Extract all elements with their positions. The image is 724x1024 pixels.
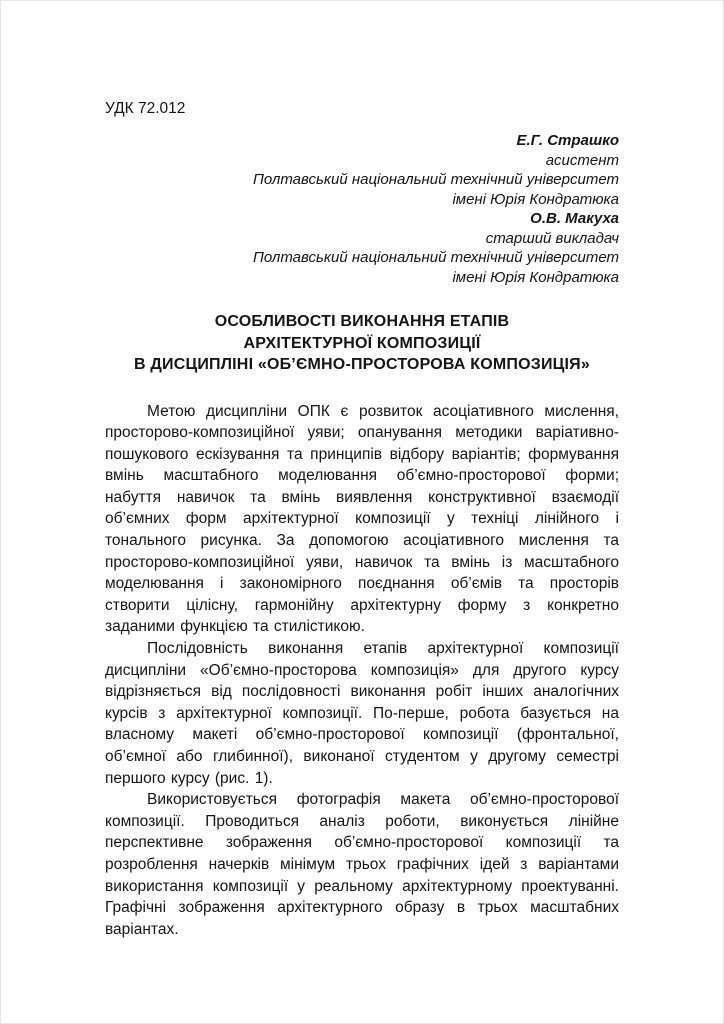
author-affiliation-line: імені Юрія Кондратюка <box>452 268 619 286</box>
author-affiliation-line: Полтавський національний технічний університет <box>253 171 619 188</box>
author-entry <box>105 131 619 209</box>
author-block <box>105 131 619 287</box>
author-name: О.В. Макуха <box>530 210 619 227</box>
title-line: В ДИСЦИПЛІНІ «ОБ’ЄМНО-ПРОСТОРОВА КОМПОЗИЦІЯ» <box>134 356 590 373</box>
page-title <box>105 311 619 376</box>
paragraph-1: Метою дисципліни ОПК є розвиток асоціативного мислення, просторово-композиційної уяви; опанування методики варіативно-пошукового ескізування та принципів відбору варіантів; формування вмінь масштабного моделювання об’ємно-просторової форми; набуття навичок та вмінь виявлення конструктивної взаємодії об’ємних форм архітектурної композиції у техніці лінійного і тонального рисунка. За допомогою асоціативного мислення та просторово-композиційної уяви, навичок та вмінь із масштабного моделювання і закономірного поєднання об’ємів та просторів створити цілісну, гармонійну архітектурну форму з конкретно заданими функцією та стилістикою. <box>105 402 619 636</box>
author-name: Е.Г. Страшко <box>516 132 619 149</box>
article-body <box>105 401 619 941</box>
udc-code: УДК 72.012 <box>105 100 186 117</box>
author-affiliation-line: імені Юрія Кондратюка <box>452 190 619 208</box>
title-line: АРХІТЕКТУРНОЇ КОМПОЗИЦІЇ <box>243 334 481 352</box>
paragraph-2: Послідовність виконання етапів архітектурної композиції дисципліни «Об’ємно-просторова композиція» для другого курсу відрізняється від послідовності виконання робіт інших аналогічних курсів з архітектурної композиції. По-перше, робота базується на власному макеті об’ємно-просторової композиції (фронтальної, об’ємної або глибинної), виконаної студентом у другому семестрі першого курсу (рис. 1). <box>105 640 619 787</box>
paragraph-3: Використовується фотографія макета об’ємно-просторової композиції. Проводиться аналіз роботи, виконується лінійне перспективне зображення об’ємно-просторової композиції та розроблення начерків мінімум трьох графічних ідей з варіантами використання композиції у реальному архітектурному проектуванні. Графічні зображення архітектурного образу в трьох масштабних варіантах. <box>105 791 619 938</box>
author-affiliation-line: Полтавський національний технічний університет <box>253 249 619 266</box>
author-entry <box>105 209 619 287</box>
author-role: старший викладач <box>485 229 619 247</box>
title-line: ОСОБЛИВОСТІ ВИКОНАННЯ ЕТАПІВ <box>214 313 510 330</box>
author-role: асистент <box>545 151 619 169</box>
